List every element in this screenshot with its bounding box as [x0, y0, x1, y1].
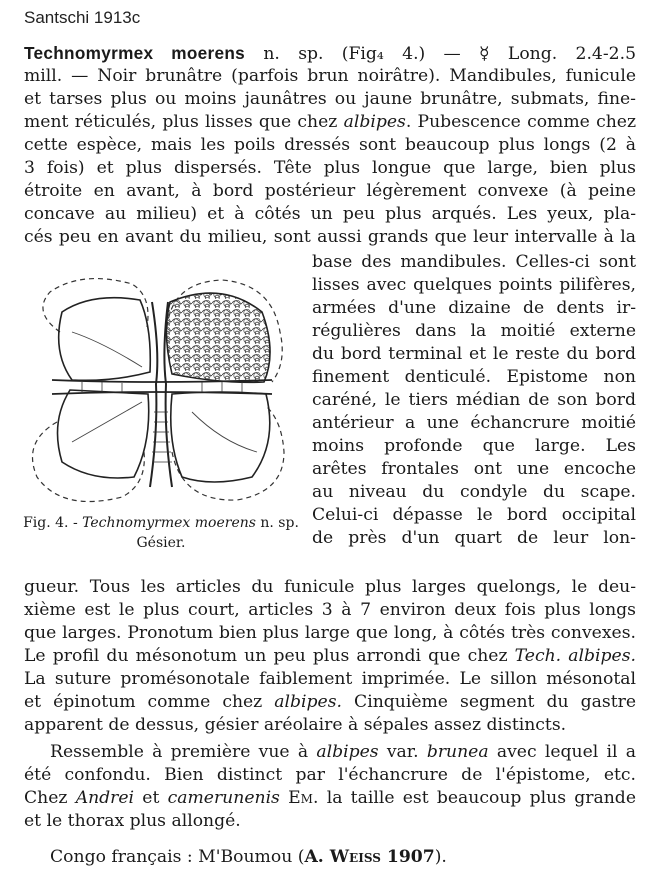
right-line: moins profonde que large. Les [312, 436, 636, 456]
locality-line [50, 846, 636, 868]
text-line [24, 691, 636, 713]
caption-species: Technomyrmex moerens [82, 515, 256, 531]
species-title: Technomyrmex moerens [24, 43, 246, 63]
text-span: Ressemble à première vue à [50, 742, 317, 762]
right-line: finement denticulé. Epistome non [312, 367, 636, 387]
right-line: caréné, le tiers médian de son bord [312, 390, 636, 410]
text-span: et [134, 788, 168, 808]
text-span: Le profil du mésonotum un peu plus arrondi que chez [24, 646, 515, 666]
text-line: concave au milieu) et à côtés un peu plus arqués. Les yeux, pla- [24, 204, 636, 224]
caption-suffix: n. sp. [255, 515, 299, 531]
title-rest: n. sp. (Fig₄ 4.) — ☿ Long. 2.4-2.5 [263, 44, 636, 64]
text-line: étroite en avant, à bord postérieur légèrement convexe (à peine [24, 181, 636, 201]
locality-close: ). [434, 847, 447, 867]
right-line: régulières dans la moitié externe [312, 321, 636, 341]
right-line: au niveau du condyle du scape. [312, 482, 636, 502]
text-line: cette espèce, mais les poils dressés sont beaucoup plus longs (2 à [24, 135, 636, 155]
author-abbrev: Em. [288, 788, 319, 808]
right-line: antérieur a une échancrure moitié [312, 413, 636, 433]
italic-term: Andrei [75, 788, 135, 808]
locality-text: Congo français : M'Boumou ( [50, 847, 305, 867]
text-span: var. [378, 742, 427, 762]
text-span: et épinotum comme chez [24, 692, 275, 712]
text-line: et tarses plus ou moins jaunâtres ou jaune brunâtre, submats, fine- [24, 89, 636, 109]
right-line: armées d'une dizaine de dents ir- [312, 298, 636, 318]
text-span: ment réticulés, plus lisses que chez [24, 112, 344, 132]
italic-term: Tech. albipes. [514, 646, 636, 666]
figure-caption [22, 514, 300, 532]
text-span: Cinquième segment du gastre [342, 692, 636, 712]
locality-collector: A. Weiss 1907 [304, 847, 435, 867]
caption-prefix: Fig. 4. - [23, 515, 83, 531]
text-line [24, 111, 636, 133]
right-line: Celui-ci dépasse le bord occipital [312, 505, 636, 525]
right-line: de près d'un quart de leur lon- [312, 528, 636, 548]
text-line: apparent de dessus, gésier aréolaire à sépales assez distincts. [24, 715, 567, 735]
text-line: 3 fois) et plus dispersés. Tête plus longue que large, bien plus [24, 158, 636, 178]
gizzard-figure [22, 272, 300, 512]
right-line: du bord terminal et le reste du bord [312, 344, 636, 364]
text-line [50, 741, 636, 763]
text-line: xième est le plus court, articles 3 à 7 environ deux fois plus longs [24, 600, 636, 620]
italic-term: albipes [343, 112, 406, 132]
title-line [24, 42, 636, 65]
caption-line2: Gésier. [136, 535, 186, 551]
text-line: été confondu. Bien distinct par l'échancrure de l'épistome, etc. [24, 765, 636, 785]
text-line [24, 787, 636, 809]
text-line: gueur. Tous les articles du funicule plus larges quelongs, le deu- [24, 577, 636, 597]
text-line [24, 645, 636, 667]
text-line: mill. — Noir brunâtre (parfois brun noirâtre). Mandibules, funicule [24, 66, 636, 86]
right-line: base des mandibules. Celles-ci sont [312, 252, 636, 272]
text-line: et le thorax plus allongé. [24, 811, 241, 831]
italic-term: albipes. [274, 692, 342, 712]
italic-term: albipes [316, 742, 379, 762]
text-line: La suture promésonotale faiblement imprimée. Le sillon mésonotal [24, 669, 636, 689]
text-span: la taille est beaucoup plus grande [318, 788, 636, 808]
italic-term: camerunenis [167, 788, 280, 808]
text-span: avec lequel il a [488, 742, 636, 762]
text-line: cés peu en avant du milieu, sont aussi grands que leur intervalle à la [24, 227, 636, 247]
italic-term: brunea [426, 742, 489, 762]
text-span: Chez [24, 788, 76, 808]
header-label: Santschi 1913c [24, 8, 141, 27]
right-line: lisses avec quelques points pilifères, [312, 275, 636, 295]
right-line: arêtes frontales ont une encoche [312, 459, 636, 479]
text-span: . Pubescence comme chez [405, 112, 636, 132]
text-line: que larges. Pronotum bien plus large que long, à côtés très convexes. [24, 623, 636, 643]
